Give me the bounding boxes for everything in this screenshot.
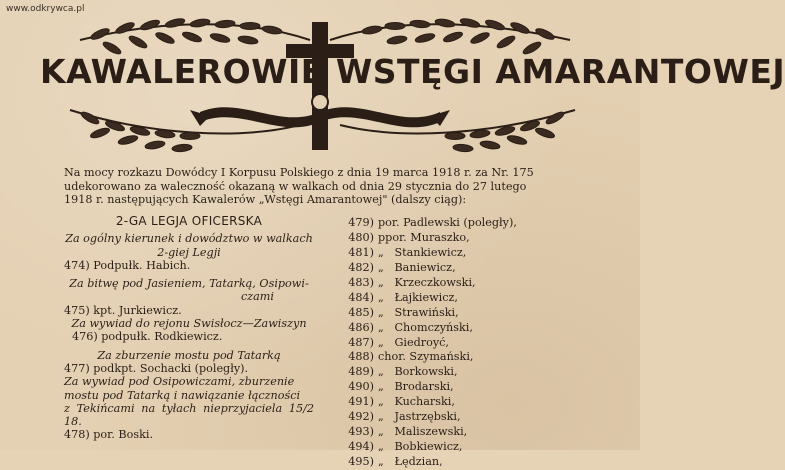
- intro-line: Na mocy rozkazu Dowódcy I Korpusu Polskiego z dnia 19 marca 1918 r. za Nr. 175: [64, 166, 534, 179]
- entry-name: „ Maliszewski,: [378, 425, 468, 439]
- list-item: 475) kpt. Jurkiewicz.: [64, 303, 182, 317]
- citation: [64, 375, 314, 428]
- entry-number: 487): [348, 335, 374, 349]
- list-item: [322, 380, 632, 395]
- entry-number: 494): [348, 440, 374, 454]
- citation-line: Za bitwę pod Jasieniem, Tatarką, Osipowi-: [69, 277, 309, 291]
- citation-line: Za wywiad pod Osipowiczami, zburzenie: [64, 375, 295, 389]
- entry-name: „ Baniewicz,: [378, 260, 456, 274]
- list-item: 476) podpułk. Rodkiewicz.: [72, 330, 223, 344]
- list-item: [322, 455, 632, 470]
- entry-number: 492): [348, 410, 374, 424]
- entry-number: 479): [348, 216, 374, 229]
- list-item: [322, 216, 632, 231]
- citation: [64, 232, 314, 259]
- entry-name: por. Padlewski (poległy),: [378, 216, 517, 229]
- intro-line: udekorowano za waleczność okazaną w walkach od dnia 29 stycznia do 27 lutego: [64, 179, 527, 193]
- list-item: 478) por. Boski.: [64, 428, 154, 442]
- list-item: 477) podkpt. Sochacki (poległy).: [64, 361, 249, 375]
- entry-name: „ Krzeczkowski,: [378, 275, 476, 289]
- section-title: 2-GA LEGJA OFICERSKA: [115, 214, 263, 228]
- entry-number: 489): [348, 365, 374, 379]
- entry-number: 488): [348, 350, 374, 364]
- entry-number: 484): [348, 290, 374, 304]
- entry-name: „ Bobkiewicz,: [378, 440, 463, 454]
- list-item: [322, 276, 632, 291]
- citation-line: z Tekińcami na tyłach nieprzyjaciela 15/2 18.: [64, 401, 314, 429]
- citation-line: mostu pod Tatarką i nawiązanie łączności: [64, 388, 301, 402]
- citation-line: Za wywiad do rejonu Swisłocz—Zawiszyn: [71, 317, 307, 331]
- entry-number: 480): [348, 230, 374, 244]
- entry-name: „ Giedroyć,: [378, 335, 449, 349]
- citation: [64, 349, 314, 362]
- list-item: [322, 321, 632, 336]
- entry-number: 481): [348, 245, 374, 259]
- citation-line: Za ogólny kierunek i dowództwo w walkach: [65, 232, 313, 246]
- citation-line: 2-giej Legji: [157, 245, 221, 259]
- entry-name: „ Chomczyński,: [378, 320, 473, 334]
- intro-paragraph: [64, 166, 624, 207]
- list-item: [322, 336, 632, 351]
- entry-number: 485): [348, 305, 374, 319]
- award-list: [322, 216, 632, 470]
- entry-name: „ Stankiewicz,: [378, 245, 467, 259]
- entry-number: 482): [348, 260, 374, 274]
- entry-name: „ Jastrzębski,: [378, 410, 461, 424]
- list-item: [322, 246, 632, 261]
- list-item: [322, 395, 632, 410]
- entry-name: „ Brodarski,: [378, 380, 454, 394]
- list-item: [322, 440, 632, 455]
- entry-name: „ Kucharski,: [378, 395, 455, 409]
- entry-name: „ Borkowski,: [378, 365, 458, 379]
- entry-name: ppor. Muraszko,: [378, 230, 470, 244]
- list-item: [322, 350, 632, 365]
- list-item: 474) Podpułk. Habich.: [64, 258, 191, 272]
- list-item: [322, 231, 632, 246]
- right-column: [322, 216, 632, 470]
- list-item: [322, 365, 632, 380]
- citation: [64, 317, 314, 330]
- entry-number: 486): [348, 320, 374, 334]
- watermark: www.odkrywca.pl: [6, 4, 85, 14]
- entry-name: „ Łajkiewicz,: [378, 290, 458, 304]
- entry-number: 491): [348, 395, 374, 409]
- list-item: [322, 261, 632, 276]
- list-item: [322, 306, 632, 321]
- entry-number: 495): [348, 455, 374, 468]
- citation-line: czami: [240, 290, 274, 304]
- entry-number: 493): [348, 425, 374, 439]
- citation: [64, 277, 314, 304]
- entry-name: „ Łędzian,: [378, 455, 443, 468]
- citation-line: Za zburzenie mostu pod Tatarką: [97, 348, 281, 362]
- entry-name: „ Strawiński,: [378, 305, 459, 319]
- entry-name: chor. Szymański,: [378, 350, 474, 364]
- page-title: KAWALEROWIE WSTĘGI AMARANTOWEJ: [40, 52, 785, 91]
- intro-line: 1918 r. następujących Kawalerów „Wstęgi Amarantowej" (dalszy ciąg):: [64, 193, 467, 206]
- decorative-header: [0, 0, 785, 160]
- left-column: [64, 215, 314, 442]
- list-item: [322, 291, 632, 306]
- entry-number: 483): [348, 275, 374, 289]
- list-item: [322, 425, 632, 440]
- list-item: [322, 410, 632, 425]
- entry-number: 490): [348, 380, 374, 394]
